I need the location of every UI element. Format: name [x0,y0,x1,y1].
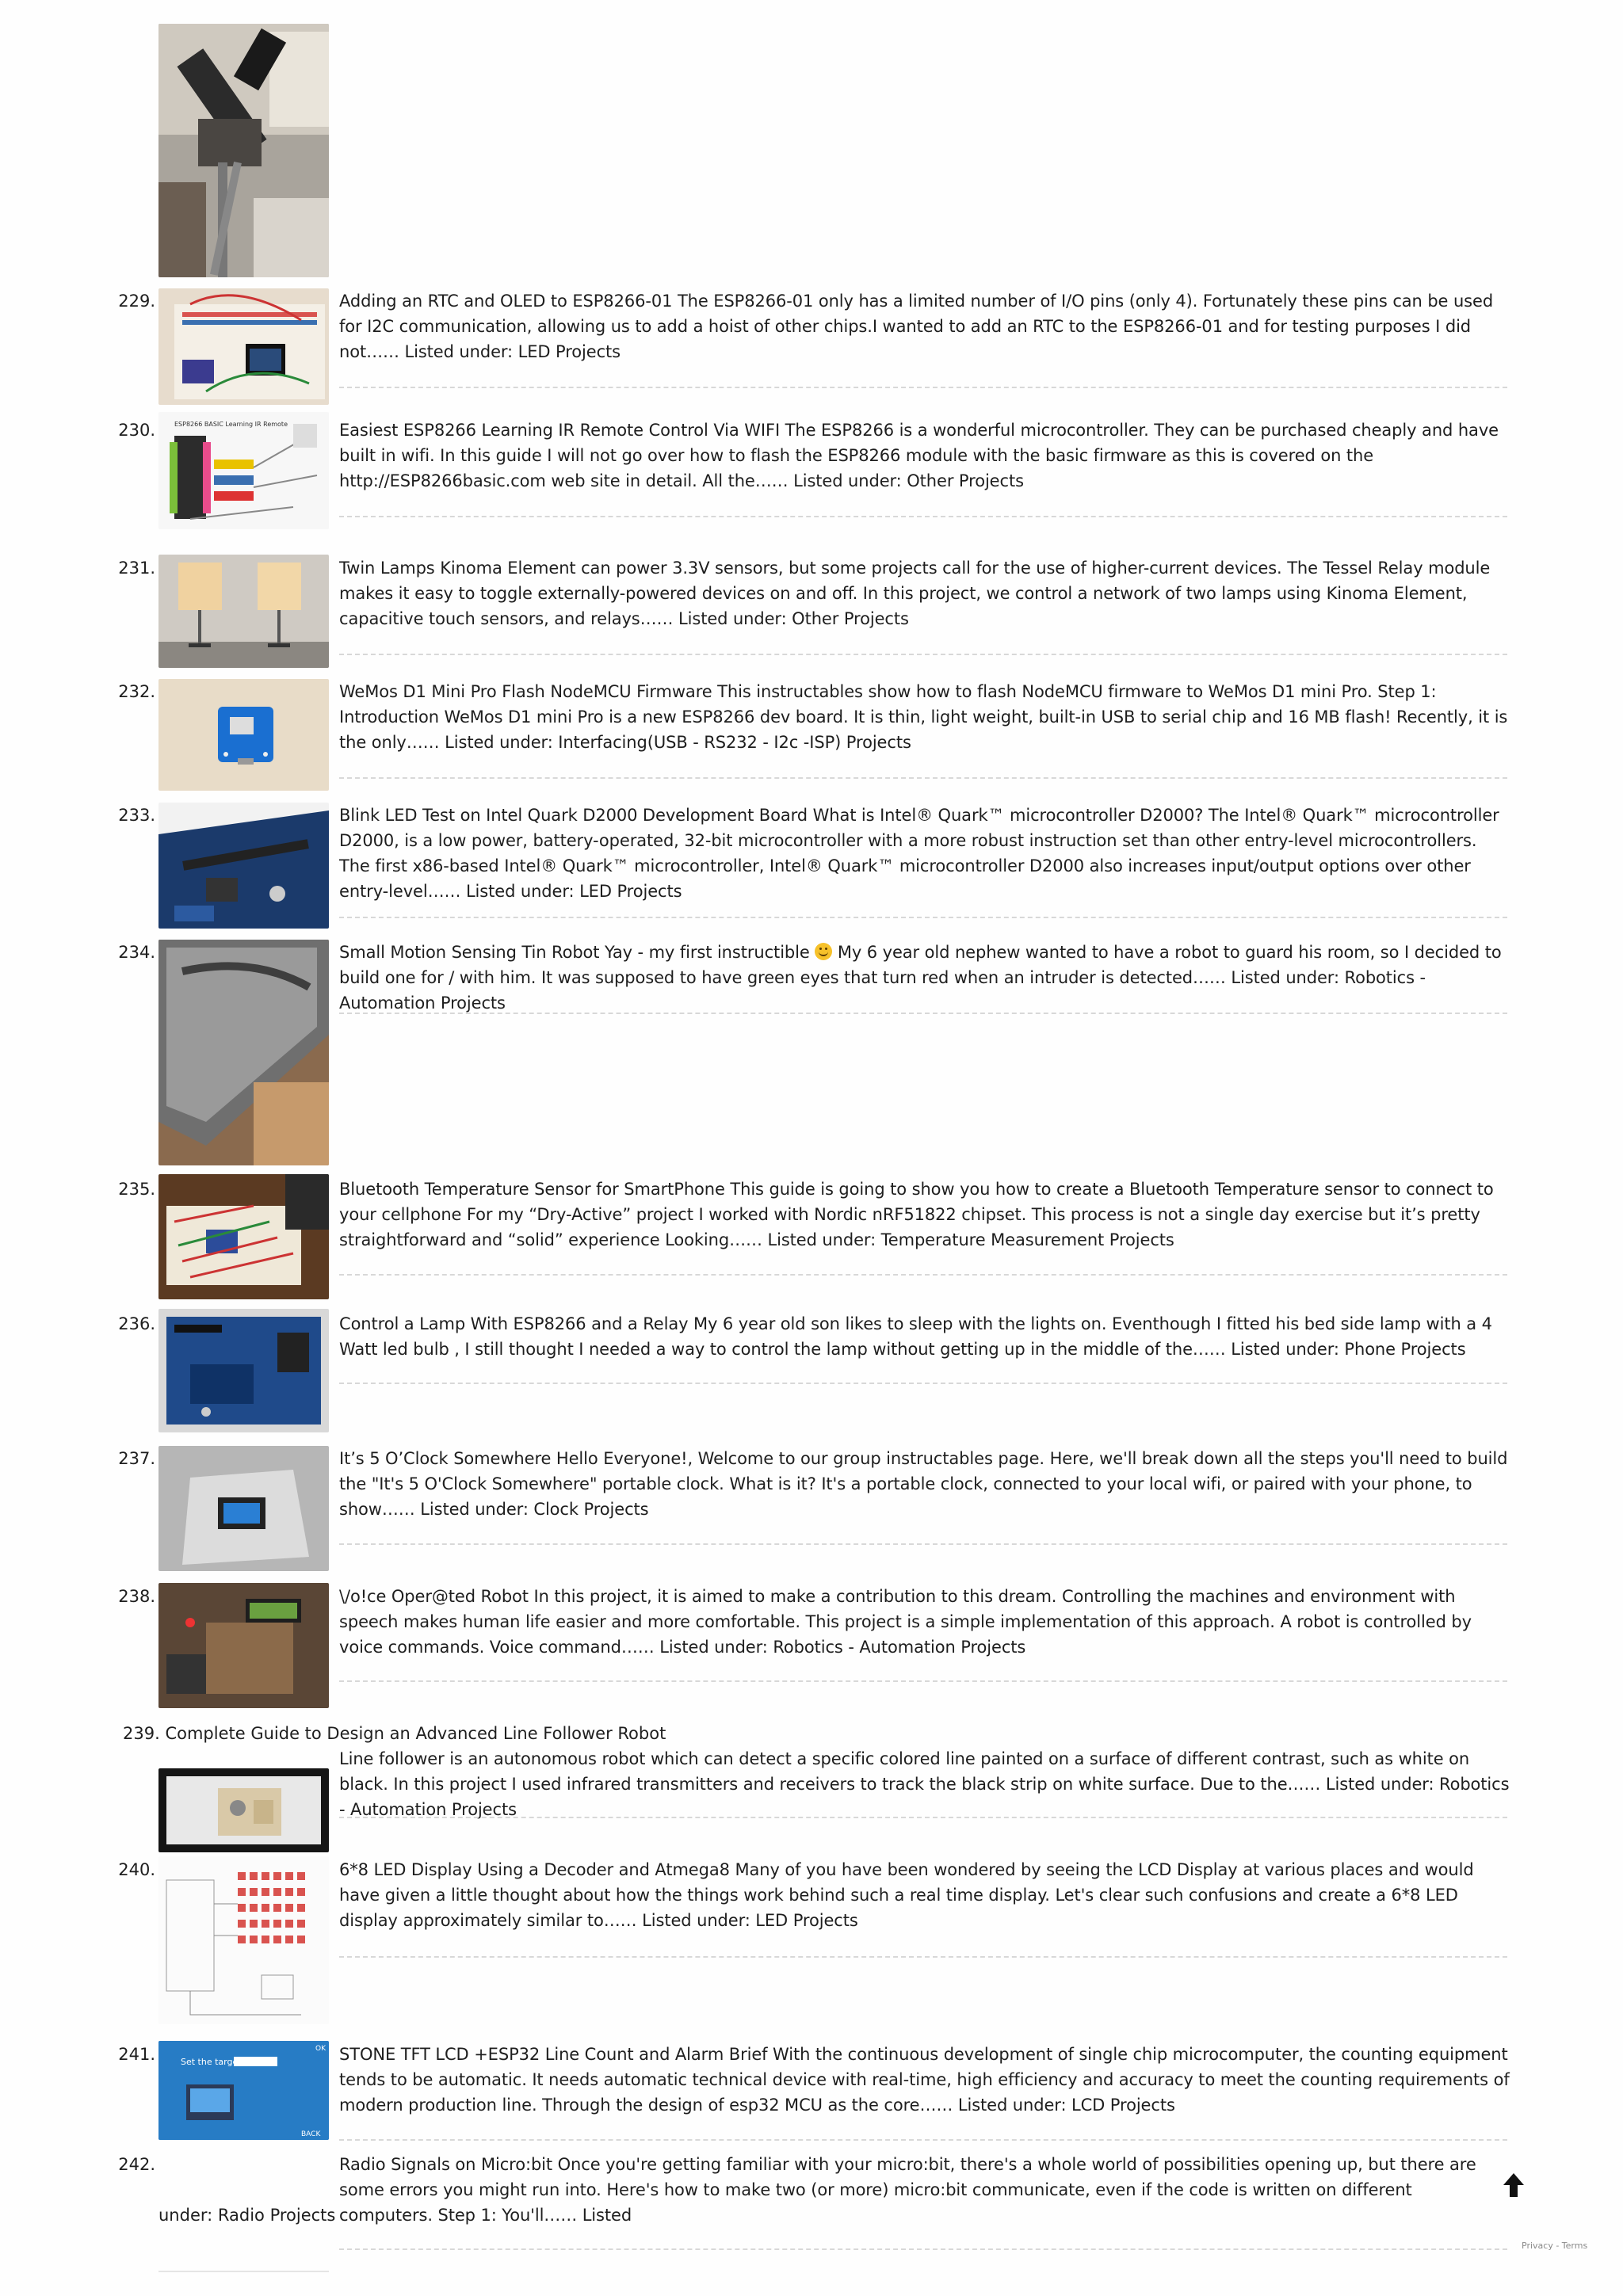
divider [339,1543,1507,1545]
item-category[interactable]: Listed under: LED Projects [642,1911,858,1930]
item-title-link[interactable]: Radio Signals on Micro:bit [339,2155,553,2174]
thumbnail[interactable] [158,555,329,668]
item-text [339,2152,1504,2228]
item-category[interactable]: Listed under: Other Projects [793,471,1024,490]
item-title-link[interactable]: Control a Lamp With ESP8266 and a Relay [339,1314,689,1333]
item-number: 236. [118,1314,155,1333]
divider [339,654,1507,655]
item-description: Kinoma Element can power 3.3V sensors, but some projects call for the use of higher-current devices. The Tessel Relay module makes it easy to toggle externally-powered devices on and off. In this project, we control a network of two lamps using Kinoma Element, capacitive touch sensors, and relays…… [339,559,1491,628]
thumbnail[interactable] [158,1768,329,1852]
item-description: Many of you have been wondered by seeing the LCD Display at various places and would have given a little thought about how the things work behind such a real time display. Let's clear such confusions and create a 6*8 LED display approximately similar to…… [339,1860,1474,1930]
item-title-link[interactable]: Blink LED Test on Intel Quark D2000 Development Board [339,806,808,825]
item-text [339,1311,1510,1362]
item-number: 237. [118,1449,155,1468]
item-description: My 6 year old nephew wanted to have a robot to guard his room, so I decided to build one for / with him. It was supposed to have green eyes that turn red when an intruder is detected…… [339,943,1502,987]
screen-back: BACK [301,2130,321,2138]
item-text [339,1857,1510,1933]
thumbnail-edge [158,2271,329,2272]
item-description: In this project, it is aimed to make a contribution to this dream. Controlling the machines and environment with speech makes human life easier and more comfortable. This project is a simple implementation of this approach. A robot is controlled by voice commands. Voice command…… [339,1587,1472,1657]
item-number: 233. [118,806,155,825]
item-number: 230. [118,421,155,440]
item-category[interactable]: Listed [582,2206,632,2225]
item-number: 229. [118,292,155,311]
item-category[interactable]: Listed under: Robotics - Automation Projects [339,1775,1510,1819]
item-text [339,940,1510,1016]
item-text [339,2042,1510,2118]
item-description: Yay - my first instructible [605,943,810,962]
scroll-to-top-button[interactable] [1503,2172,1525,2199]
recaptcha-privacy-terms[interactable]: Privacy - Terms [1522,2241,1588,2251]
item-text [339,1177,1510,1253]
item-description: Line follower is an autonomous robot which can detect a specific colored line painted on a surface of different contrast, such as white on black. In this project I used infrared transmitters and receivers to track the black strip on white surface. Due to the…… [339,1749,1470,1794]
item-text [339,679,1510,755]
item-text [339,1446,1510,1522]
item-description: Once you're getting familiar with your micro:bit, there's a whole world of possibilities opening up, but there are some errors you might run into. Here's how to make two (or more) micro:bit communicate, even if the code is written on different computers. Step 1: You'll…… [339,2155,1476,2225]
item-description: The ESP8266 is a wonderful microcontroller. They can be purchased cheaply and have built in wifi. In this guide I will not go over how to flash the ESP8266 module with the basic firmware as this is covered on the http://ESP8266basic.com web site in detail. All the…… [339,421,1499,490]
item-number: 240. [118,1860,155,1879]
thumbnail[interactable] [158,803,329,929]
item-category[interactable]: Listed under: Robotics - Automation Projects [659,1638,1026,1657]
screen-title: Set the target [181,2057,242,2067]
item-title-link[interactable]: Small Motion Sensing Tin Robot [339,943,600,962]
item-category[interactable]: Listed under: Phone Projects [1231,1340,1466,1359]
item-description: This instructables show how to flash NodeMCU firmware to WeMos D1 mini Pro. Step 1: Introduction WeMos D1 mini Pro is a new ESP8266 dev board. It is thin, light weight, built-in USB to serial chip and 16 MB flash! Recently, it is the only…… [339,682,1508,752]
item-text [339,418,1510,494]
item-text [339,555,1510,631]
item-category[interactable]: Listed under: Other Projects [678,609,909,628]
divider [339,1817,1507,1818]
thumbnail[interactable] [158,412,329,529]
item-category[interactable]: Listed under: LED Projects [465,882,682,901]
item-description: Brief With the continuous development of single chip microcomputer, the counting equipment tends to be automatic. It needs automatic technical device with real-time, high efficiency and accuracy to meet the counting requirements of modern production line. Through the design of esp32 MCU as the core…… [339,2045,1510,2115]
item-number: 242. [118,2155,155,2174]
thumbnail[interactable] [158,288,329,405]
item-description: Hello Everyone!, Welcome to our group instructables page. Here, we'll break down all the steps you'll need to build the "It's 5 O'Clock Somewhere" portable clock. What is it? It's a portable clock, connected to your local wifi, or paired with your phone, to show…… [339,1449,1508,1519]
divider [339,2139,1507,2141]
item-category-continued[interactable]: under: Radio Projects [158,2206,336,2225]
item-number: 241. [118,2045,155,2064]
svg-text:ESP8266 BASIC Learning IR Remo: ESP8266 BASIC Learning IR Remote [174,421,288,428]
thumbnail[interactable] [158,1446,329,1571]
item-category[interactable]: Listed under: Robotics - Automation Projects [339,968,1426,1013]
item-title-link[interactable]: STONE TFT LCD +ESP32 Line Count and Alarm [339,2045,724,2064]
thumbnail[interactable] [158,679,329,791]
item-heading [123,1721,666,1746]
item-title-link[interactable]: Adding an RTC and OLED to ESP8266-01 [339,292,673,311]
item-text [339,1746,1510,1822]
item-category[interactable]: Listed under: LED Projects [404,342,621,361]
item-text [339,803,1510,904]
divider [339,387,1507,388]
item-number: 239. [123,1724,160,1743]
divider [339,516,1507,517]
thumbnail-telescope[interactable] [158,24,329,277]
item-title-link[interactable]: Bluetooth Temperature Sensor for SmartPhone [339,1180,725,1199]
divider [339,2248,1507,2250]
item-title-link[interactable]: Easiest ESP8266 Learning IR Remote Control Via WIFI [339,421,781,440]
item-title-link[interactable]: \/o!ce Oper@ted Robot [339,1587,529,1606]
item-text [339,288,1510,364]
item-title-link[interactable]: Twin Lamps [339,559,435,578]
divider [339,917,1507,918]
item-description: What is Intel® Quark™ microcontroller D2000? The Intel® Quark™ microcontroller D2000, is a low power, battery-operated, 32-bit microcontroller with a more robust instruction set than other entry-level microcontrollers. The first x86-based Intel® Quark™ microcontroller, Intel® Quark™ microcontroller D2000 also increases input/output options over other entry-level…… [339,806,1499,901]
item-title-link[interactable]: 6*8 LED Display Using a Decoder and Atmega8 [339,1860,730,1879]
arrow-up-icon [1503,2172,1525,2199]
screen-ok: OK [315,2045,326,2053]
item-category[interactable]: Listed under: Temperature Measurement Projects [767,1230,1174,1249]
item-description: The ESP8266-01 only has a limited number of I/O pins (only 4). Fortunately these pins can be used for I2C communication, allowing us to add a hoist of other chips.I wanted to add an RTC to the ESP8266-01 and for testing purposes I did not…… [339,292,1494,361]
item-category[interactable]: Listed under: Clock Projects [420,1500,649,1519]
item-category[interactable]: Listed under: Interfacing(USB - RS232 - I2c -ISP) Projects [445,733,911,752]
divider [339,1274,1507,1276]
item-number: 234. [118,943,155,962]
divider [339,777,1507,779]
item-text [339,1584,1510,1660]
thumbnail[interactable] [158,1856,329,2024]
item-number: 238. [118,1587,155,1606]
item-description: My 6 year old son likes to sleep with the lights on. Eventhough I fitted his bed side lamp with a 4 Watt led bulb , I still thought I needed a way to control the lamp without getting up in the middle of the…… [339,1314,1492,1359]
item-number: 231. [118,559,155,578]
thumbnail[interactable] [158,1583,329,1708]
thumbnail[interactable] [158,1309,329,1432]
divider [339,1383,1507,1384]
divider [339,1956,1507,1958]
item-title-link[interactable]: Complete Guide to Design an Advanced Line Follower Robot [165,1724,666,1743]
divider [339,1680,1507,1682]
item-description: This guide is going to show you how to create a Bluetooth Temperature sensor to connect to your cellphone For my “Dry-Active” project I worked with Nordic nRF51822 chipset. This process is not a single day exercise but it’s pretty straightforward and “solid” experience Looking…… [339,1180,1494,1249]
thumbnail[interactable] [158,1174,329,1299]
thumbnail[interactable] [158,2041,329,2140]
item-number: 232. [118,682,155,701]
smile-icon [815,943,832,960]
item-number: 235. [118,1180,155,1199]
divider [339,1013,1507,1014]
item-title-link[interactable]: WeMos D1 Mini Pro Flash NodeMCU Firmware [339,682,712,701]
item-title-link[interactable]: It’s 5 O’Clock Somewhere [339,1449,552,1468]
thumbnail[interactable] [158,940,329,1165]
item-category[interactable]: Listed under: LCD Projects [957,2096,1175,2115]
